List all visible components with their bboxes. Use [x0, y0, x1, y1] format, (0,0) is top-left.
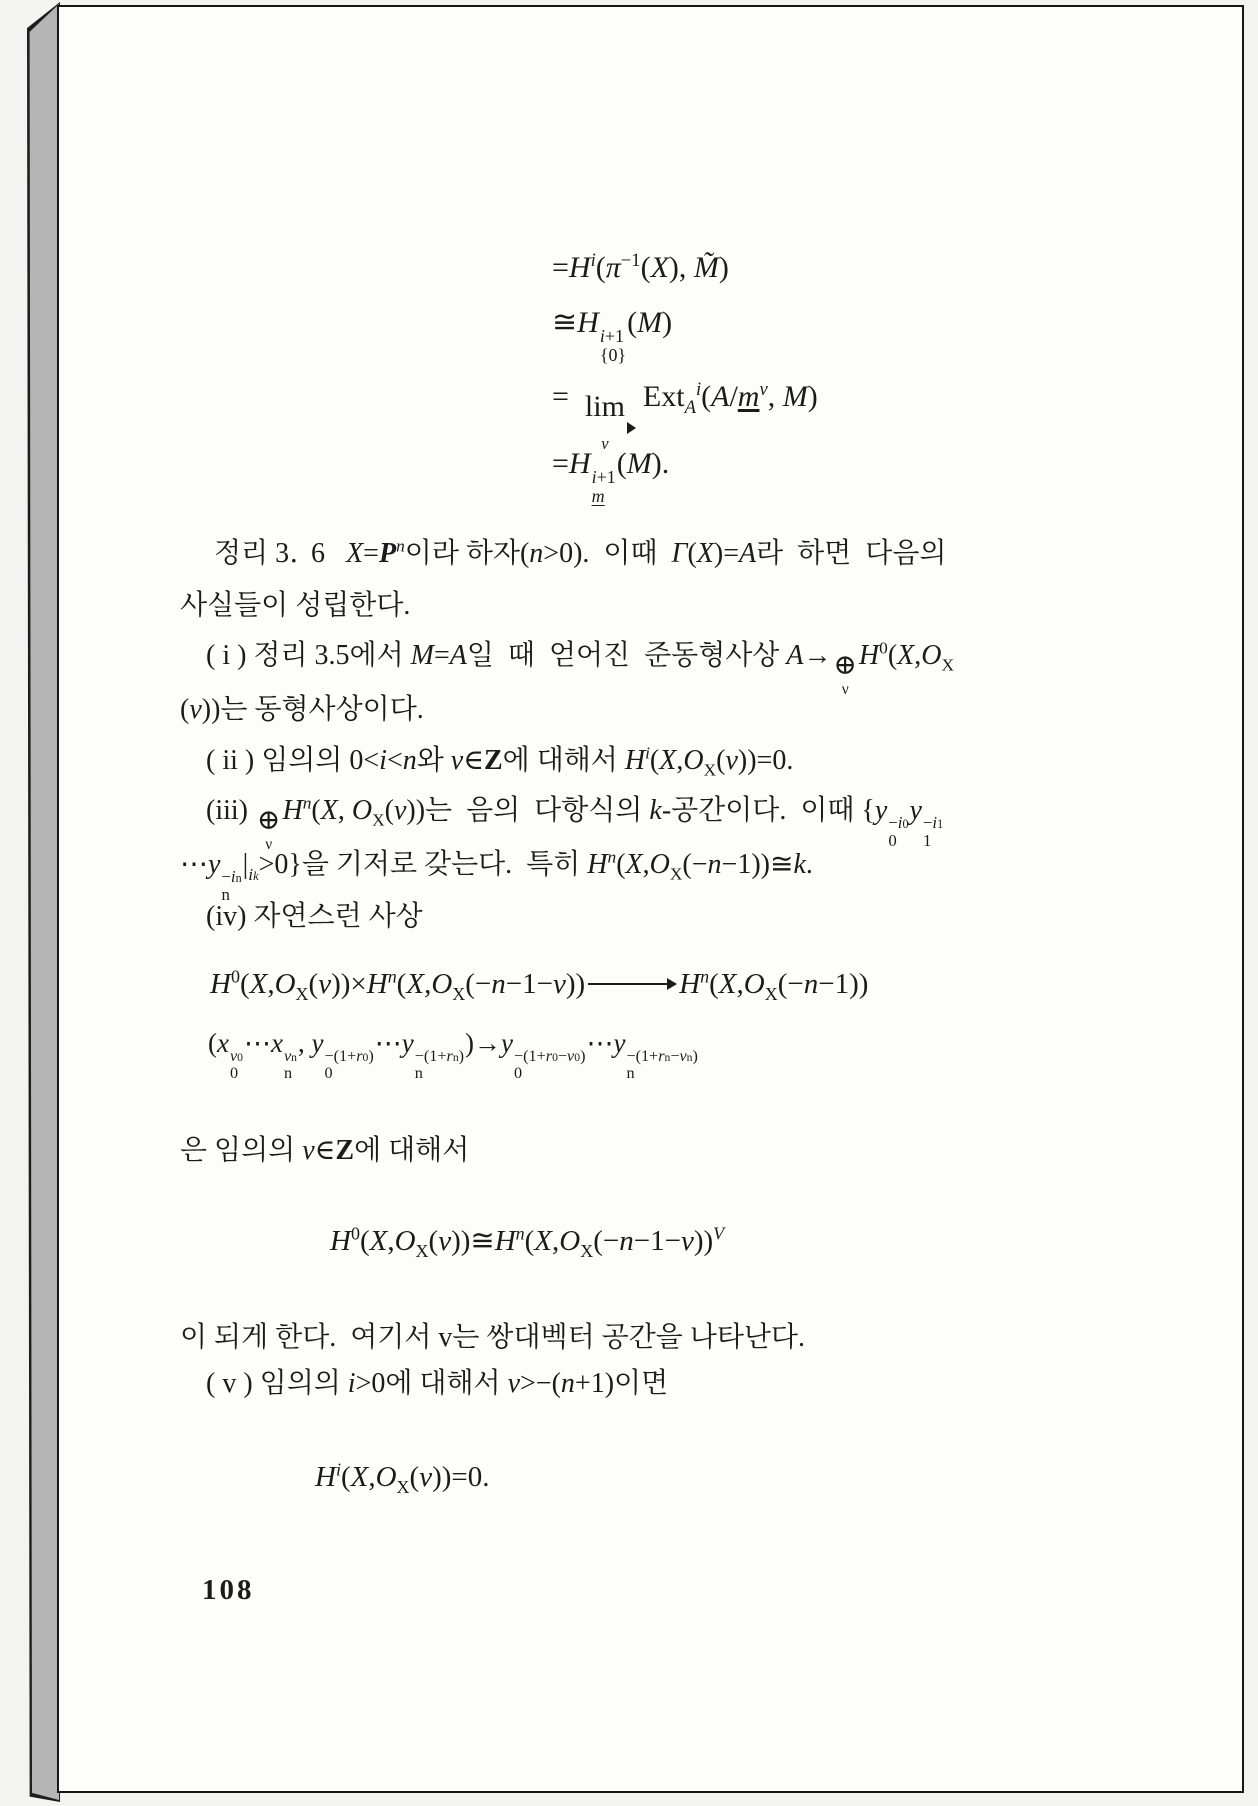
item-i-line-1: ( i ) 정리 3.5에서 M=A일 때 얻어진 준동형사상 A→ ⊕ ν $H^0(X,O_X$ [206, 638, 955, 698]
page-number: 108 [202, 1574, 255, 1606]
after-duality-line: 이 되게 한다. 여기서 v는 쌍대벡터 공간을 나타난다. [180, 1322, 805, 1353]
equation-line: $=H^i(\pi^{-1}(X)$, M̃) [552, 250, 729, 284]
vanishing-formula: $H^i(X,O_X(\nu))=0$. [315, 1459, 490, 1497]
duality-formula: $H^0(X,O_X(\nu))≅H^n(X,O_X(-n-1-\nu))^V$ [330, 1223, 725, 1261]
theorem-heading-line: 정리 3․ 6 $X=P^n$이라 하자(n>0). 이때 Γ(X)=A라 하면 다음의 [214, 536, 947, 569]
item-iii-line-1: (iii) ⊕ ν $H^n(X$, $O_X(\nu)$)는 음의 다항식의 k-공간이다. 이때 {y −i0 0 y −i1 1 [206, 793, 944, 853]
item-iv-line: (iv) 자연스런 사상 [206, 901, 423, 932]
between-text-line: 은 임의의 ν∈Z에 대해서 [180, 1135, 470, 1166]
page-content [180, 7, 1025, 1791]
book-page [57, 5, 1244, 1793]
equation-line: = lim ν $Ext_A^i(A/m^\nu$, M) [552, 378, 818, 454]
equation-line: ≅H i+1 {0} (M) [552, 306, 673, 365]
item-iii-line-2: ⋯y −in n $|_{ik}>0$}을 기저로 갖는다. 특히 $H^n(X,O_X(-n-1))≅k$. [180, 847, 813, 904]
equation-line: =H i+1 m (M). [552, 447, 670, 507]
item-v-line: ( v ) 임의의 i>0에 대해서 ν>−(n+1)이면 [206, 1368, 669, 1399]
item-ii-line: ( ii ) 임의의 0<i<n와 ν∈Z에 대해서 $H^i(X,O_X(\nu))=0$. [206, 743, 794, 780]
item-i-line-2: (ν))는 동형사상이다. [180, 694, 424, 725]
page-spine-edge [29, 4, 59, 1800]
equation-block-local-cohomology [552, 247, 818, 517]
pairing-map-line-2: (x ν0 0 ⋯x νn n , y −(1+r0) 0 ⋯y −(1+rn) n )→y −(1+r0−ν0) 0 ⋯y −(1+rn−νn) n [208, 1028, 698, 1082]
pairing-map-line-1: $H^0(X,O_X(\nu))\times H^n(X,O_X(-n-1-\nu))$ $H^n(X,O_X(-n-1))$ [210, 966, 869, 1004]
theorem-text-line: 사실들이 성립한다. [180, 590, 411, 621]
